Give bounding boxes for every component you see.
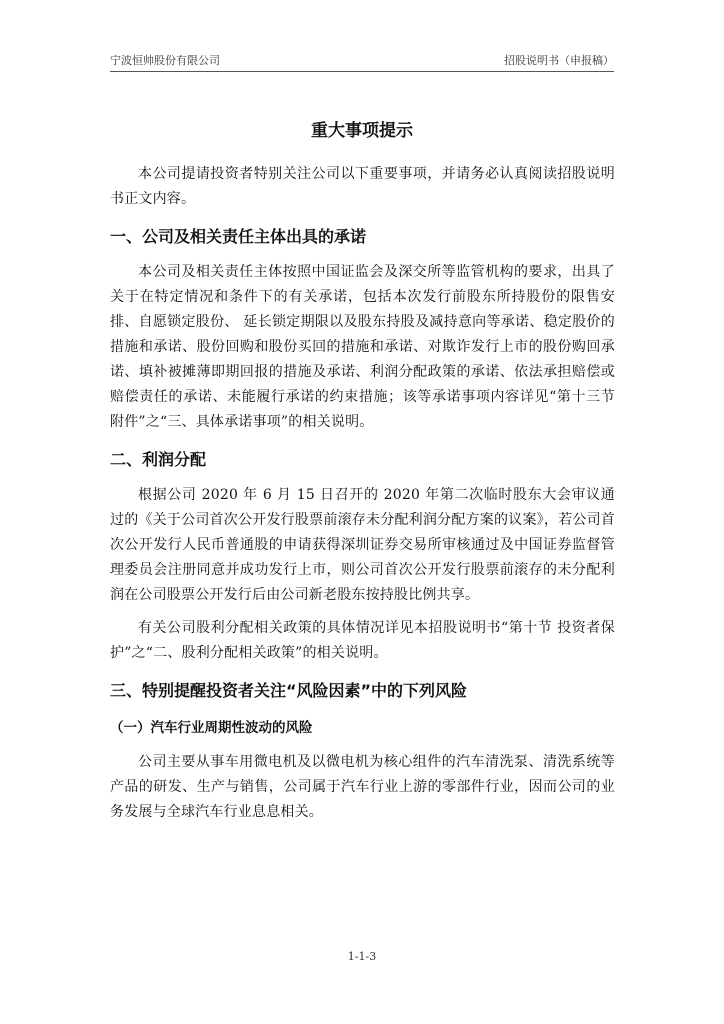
running-header [110, 50, 614, 72]
section-2-heading: 二、利润分配 [110, 450, 207, 469]
document-body [110, 162, 615, 825]
header-company-name: 宁波恒帅股份有限公司 [110, 54, 220, 67]
section-3-paragraph: 公司主要从事车用微电机及以微电机为核心组件的汽车清洗泵、清洗系统等产品的研发、生产与销售，公司属于汽车行业上游的零部件行业，因而公司的业务发展与全球汽车行业息息相关。 [110, 754, 615, 820]
section-2-paragraph-1: 根据公司 2020 年 6 月 15 日召开的 2020 年第二次临时股东大会审议通过的《关于公司首次公开发行股票前滚存未分配利润分配方案的议案》，若公司首次公开发行人民币普通股的申请获得深圳证券交易所审核通过及中国证券监督管理委员会注册同意并成功发行上市，则公司首次公开发行股票前滚存的未分配利润在公司股票公开发行后由公司新老股东按持股比例共享。 [110, 487, 615, 603]
header-document-name: 招股说明书（申报稿） [504, 54, 614, 67]
section-3-subheading: （一）汽车行业周期性波动的风险 [110, 720, 313, 736]
section-2-paragraph-2: 有关公司股利分配相关政策的具体情况详见本招股说明书“第十节 投资者保护”之“二、股利分配相关政策”的相关说明。 [110, 620, 615, 661]
page-number: 1-1-3 [347, 950, 377, 963]
intro-paragraph: 本公司提请投资者特别关注公司以下重要事项，并请务必认真阅读招股说明书正文内容。 [110, 166, 615, 207]
section-1-heading: 一、公司及相关责任主体出具的承诺 [110, 227, 367, 246]
section-1-paragraph: 本公司及相关责任主体按照中国证监会及深交所等监管机构的要求，出具了关于在特定情况和条件下的有关承诺，包括本次发行前股东所持股份的限售安排、自愿锁定股份、 延长锁定期限以及股东持股及减持意向等承诺、稳定股价的措施和承诺、股份回购和股份买回的措施和承诺、对欺诈发行上市的股份购回承诺、填补被摊薄即期回报的措施及承诺、利润分配政策的承诺、依法承担赔偿或赔偿责任的承诺、未能履行承诺的约束措施；该等承诺事项内容详见“第十三节 附件”之“三、具体承诺事项”的相关说明。 [110, 264, 615, 430]
section-3-heading: 三、特别提醒投资者关注“风险因素”中的下列风险 [110, 681, 468, 700]
page-title: 重大事项提示 [311, 121, 413, 141]
